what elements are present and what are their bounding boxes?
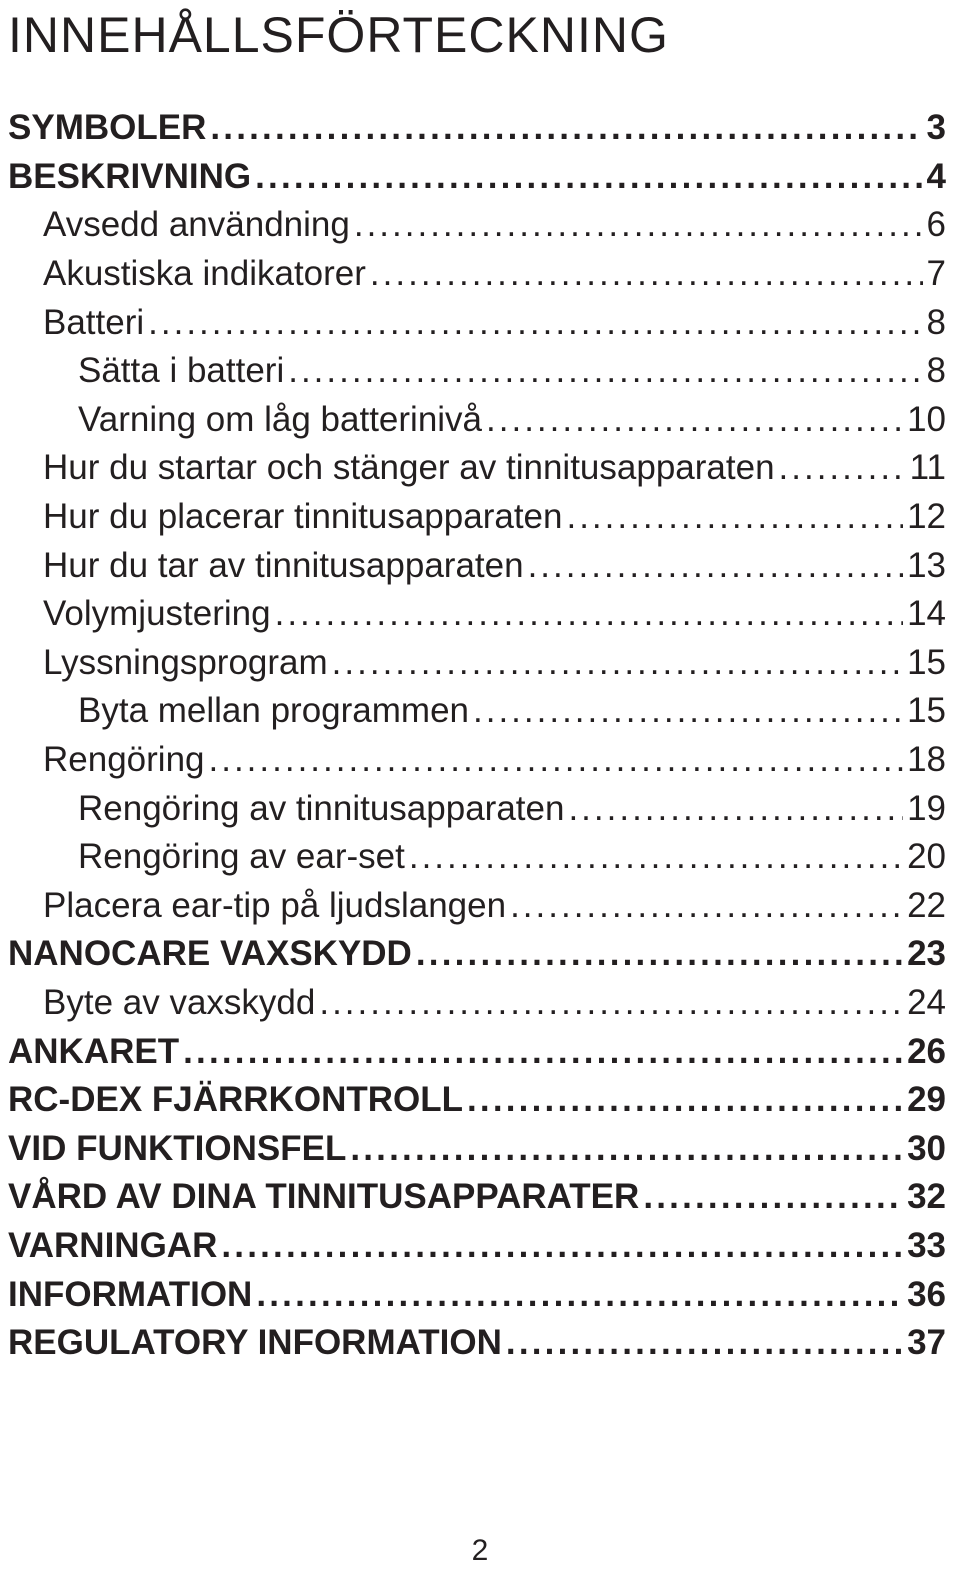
toc-entry-label: REGULATORY INFORMATION [8,1323,502,1363]
toc-entry[interactable] [0,833,946,882]
toc-entry[interactable] [0,736,946,785]
dot-leader [506,1323,903,1363]
dot-leader [148,303,922,343]
toc-entry-page: 11 [909,448,946,488]
toc-entry[interactable] [0,1076,946,1125]
dot-leader [566,497,903,537]
toc-entry-label: Akustiska indikatorer [43,254,366,294]
dot-leader [409,837,903,877]
toc-entry-page: 24 [907,982,946,1022]
toc-entry[interactable] [0,1173,946,1222]
toc-entry-label: Placera ear-tip på ljudslangen [43,885,507,925]
toc-entry[interactable] [0,541,946,590]
dot-leader [528,546,903,586]
toc-entry[interactable] [0,590,946,639]
toc-entry[interactable] [0,250,946,299]
dot-leader [354,205,923,245]
toc-entry-page: 30 [907,1128,946,1168]
dot-leader [486,400,903,440]
toc-entry-label: Lyssningsprogram [43,642,328,682]
toc-entry-page: 18 [907,740,946,780]
toc-entry[interactable] [0,298,946,347]
toc-entry[interactable] [0,1319,946,1368]
toc-entry-page: 10 [907,399,946,439]
dot-leader [350,1129,903,1169]
page-title: INNEHÅLLSFÖRTECKNING [8,7,669,63]
dot-leader [473,691,903,731]
dot-leader [210,108,922,148]
toc-entry[interactable] [0,882,946,931]
toc-entry-page: 13 [907,545,946,585]
toc-entry-label: Rengöring [43,740,205,780]
toc-entry[interactable] [0,1027,946,1076]
toc-entry[interactable] [0,1222,946,1271]
toc-entry-page: 36 [907,1274,946,1314]
toc-entry-label: Varning om låg batterinivå [78,399,483,439]
table-of-contents [0,104,960,1367]
dot-leader [568,789,903,829]
toc-entry-label: Rengöring av ear-set [78,837,405,877]
toc-entry-label: Hur du placerar tinnitusapparaten [43,497,563,537]
toc-entry-label: Rengöring av tinnitusapparaten [78,788,565,828]
toc-entry[interactable] [0,1270,946,1319]
toc-entry-label: INFORMATION [8,1274,253,1314]
toc-entry[interactable] [0,784,946,833]
toc-entry[interactable] [0,347,946,396]
dot-leader [510,886,903,926]
dot-leader [416,934,903,974]
toc-entry-label: Volymjustering [43,594,271,634]
toc-entry-label: Byta mellan programmen [78,691,469,731]
page-number: 2 [471,1534,489,1567]
toc-entry[interactable] [0,153,946,202]
dot-leader [275,594,903,634]
toc-entry-page: 32 [907,1177,946,1217]
toc-entry-page: 37 [907,1323,946,1363]
toc-entry-page: 14 [907,594,946,634]
toc-entry-page: 8 [926,351,946,391]
dot-leader [209,740,904,780]
toc-entry[interactable] [0,687,946,736]
toc-entry-page: 23 [907,934,946,974]
dot-leader [319,983,903,1023]
toc-entry-label: Batteri [43,302,145,342]
toc-entry-label: SYMBOLER [8,108,207,148]
toc-entry-page: 22 [907,885,946,925]
toc-entry[interactable] [0,930,946,979]
toc-entry-page: 26 [907,1031,946,1071]
toc-entry-page: 33 [907,1225,946,1265]
toc-entry-page: 15 [907,691,946,731]
toc-entry[interactable] [0,1124,946,1173]
toc-entry[interactable] [0,104,946,153]
dot-leader [332,643,903,683]
dot-leader [370,254,923,294]
toc-entry-label: NANOCARE VAXSKYDD [8,934,412,974]
toc-entry[interactable] [0,201,946,250]
dot-leader [467,1080,903,1120]
toc-entry-label: Sätta i batteri [78,351,285,391]
toc-entry-label: VARNINGAR [8,1225,218,1265]
toc-entry[interactable] [0,639,946,688]
toc-entry-label: Hur du startar och stänger av tinnitusapparaten [43,448,775,488]
dot-leader [288,351,922,391]
toc-entry-label: Avsedd användning [43,205,350,245]
toc-entry-page: 29 [907,1080,946,1120]
toc-entry-page: 15 [907,642,946,682]
toc-entry-page: 4 [926,156,946,196]
toc-entry-page: 7 [926,254,946,294]
toc-entry[interactable] [0,396,946,445]
toc-entry-label: ANKARET [8,1031,180,1071]
dot-leader [779,448,906,488]
dot-leader [183,1032,903,1072]
toc-entry-label: RC-DEX FJÄRRKONTROLL [8,1080,463,1120]
dot-leader [643,1177,903,1217]
toc-entry-page: 3 [926,108,946,148]
toc-entry-page: 19 [907,788,946,828]
toc-entry-label: VID FUNKTIONSFEL [8,1128,347,1168]
toc-entry[interactable] [0,444,946,493]
toc-entry-label: Byte av vaxskydd [43,982,316,1022]
dot-leader [221,1226,903,1266]
toc-entry-label: VÅRD AV DINA TINNITUSAPPARATER [8,1177,640,1217]
toc-entry-page: 6 [926,205,946,245]
dot-leader [256,1275,903,1315]
toc-entry-label: Hur du tar av tinnitusapparaten [43,545,524,585]
toc-entry-label: BESKRIVNING [8,156,252,196]
toc-entry[interactable] [0,979,946,1028]
dot-leader [255,157,922,197]
toc-entry[interactable] [0,493,946,542]
toc-entry-page: 12 [907,497,946,537]
toc-entry-page: 8 [926,302,946,342]
toc-entry-page: 20 [907,837,946,877]
